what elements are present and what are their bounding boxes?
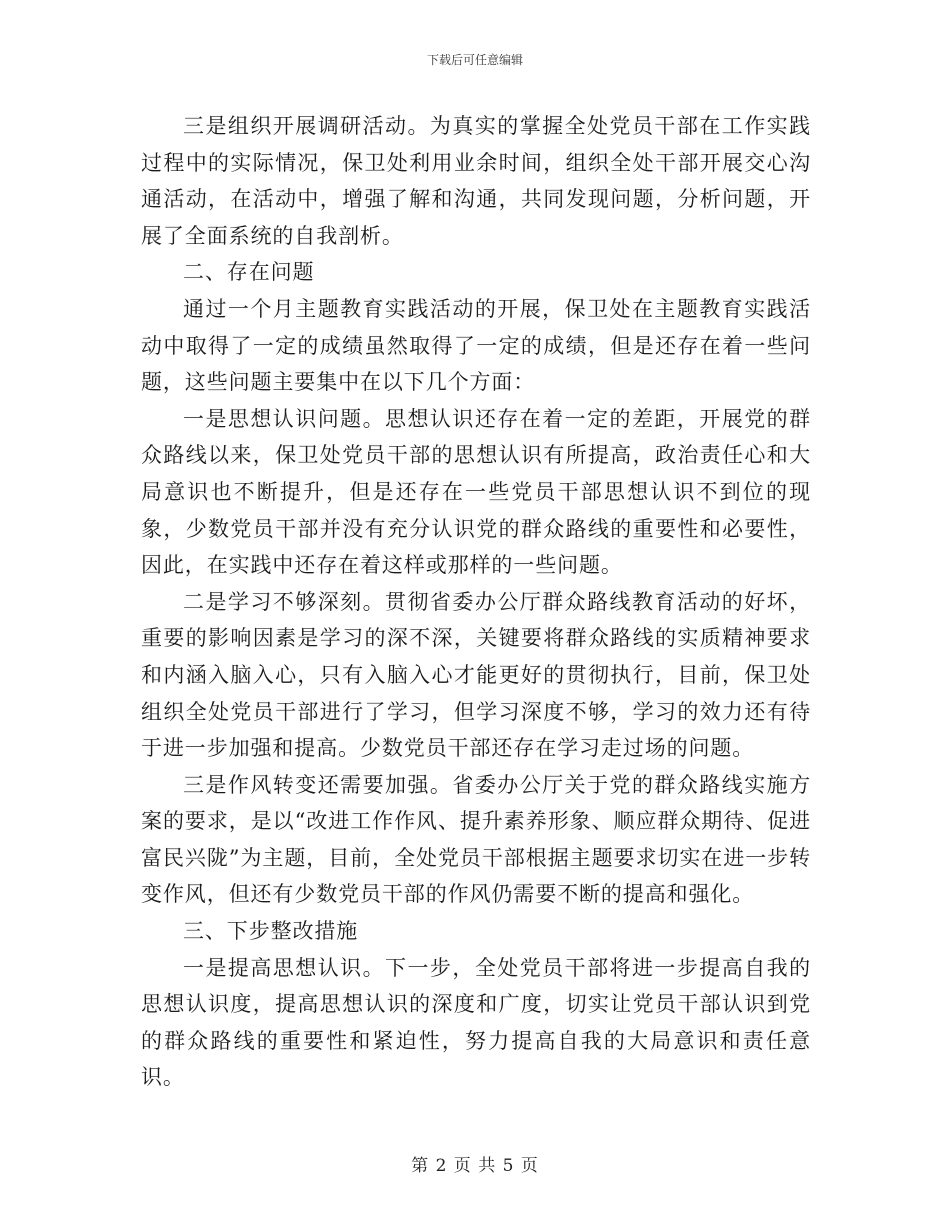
paragraph-raise-awareness: 一是提高思想认识。下一步，全处党员干部将进一步提高自我的思想认识度，提高思想认识的深度和广度，切实让党员干部认识到党的群众路线的重要性和紧迫性，努力提高自我的大局意识和责任意识。 <box>141 955 811 1090</box>
paragraph-ideological-awareness: 一是思想认识问题。思想认识还存在着一定的差距，开展党的群众路线以来，保卫处党员干部的思想认识有所提高，政治责任心和大局意识也不断提升，但是还存在一些党员干部思想认识不到位的现象，少数党员干部并没有充分认识党的群众路线的重要性和必要性，因此，在实践中还存在着这样或那样的一些问题。 <box>141 406 811 578</box>
page-header: 下载后可任意编辑 <box>426 53 523 67</box>
document-body <box>141 108 811 1096</box>
section-heading-existing-problems: 二、存在问题 <box>183 260 315 285</box>
page-number-footer: 第 2 页 共 5 页 <box>411 1156 539 1176</box>
paragraph-work-style: 三是作风转变还需要加强。省委办公厅关于党的群众路线实施方案的要求，是以“改进工作作风、提升素养形象、顺应群众期待、促进富民兴陇”为主题，目前，全处党员干部根据主题要求切实在进一步转变作风，但还有少数党员干部的作风仍需要不断的提高和强化。 <box>141 772 811 907</box>
paragraph-problems-intro: 通过一个月主题教育实践活动的开展，保卫处在主题教育实践活动中取得了一定的成绩虽然取得了一定的成绩，但是还存在着一些问题，这些问题主要集中在以下几个方面： <box>141 296 811 395</box>
paragraph-research-activities: 三是组织开展调研活动。为真实的掌握全处党员干部在工作实践过程中的实际情况，保卫处利用业余时间，组织全处干部开展交心沟通活动，在活动中，增强了解和沟通，共同发现问题，分析问题，开展了全面系统的自我剖析。 <box>141 114 811 248</box>
paragraph-study-depth: 二是学习不够深刻。贯彻省委办公厅群众路线教育活动的好坏，重要的影响因素是学习的深不深，关键要将群众路线的实质精神要求和内涵入脑入心，只有入脑入心才能更好的贯彻执行，目前，保卫处组织全处党员干部进行了学习，但学习深度不够，学习的效力还有待于进一步加强和提高。少数党员干部还存在学习走过场的问题。 <box>141 589 811 761</box>
section-heading-rectification-measures: 三、下步整改措施 <box>183 919 359 944</box>
